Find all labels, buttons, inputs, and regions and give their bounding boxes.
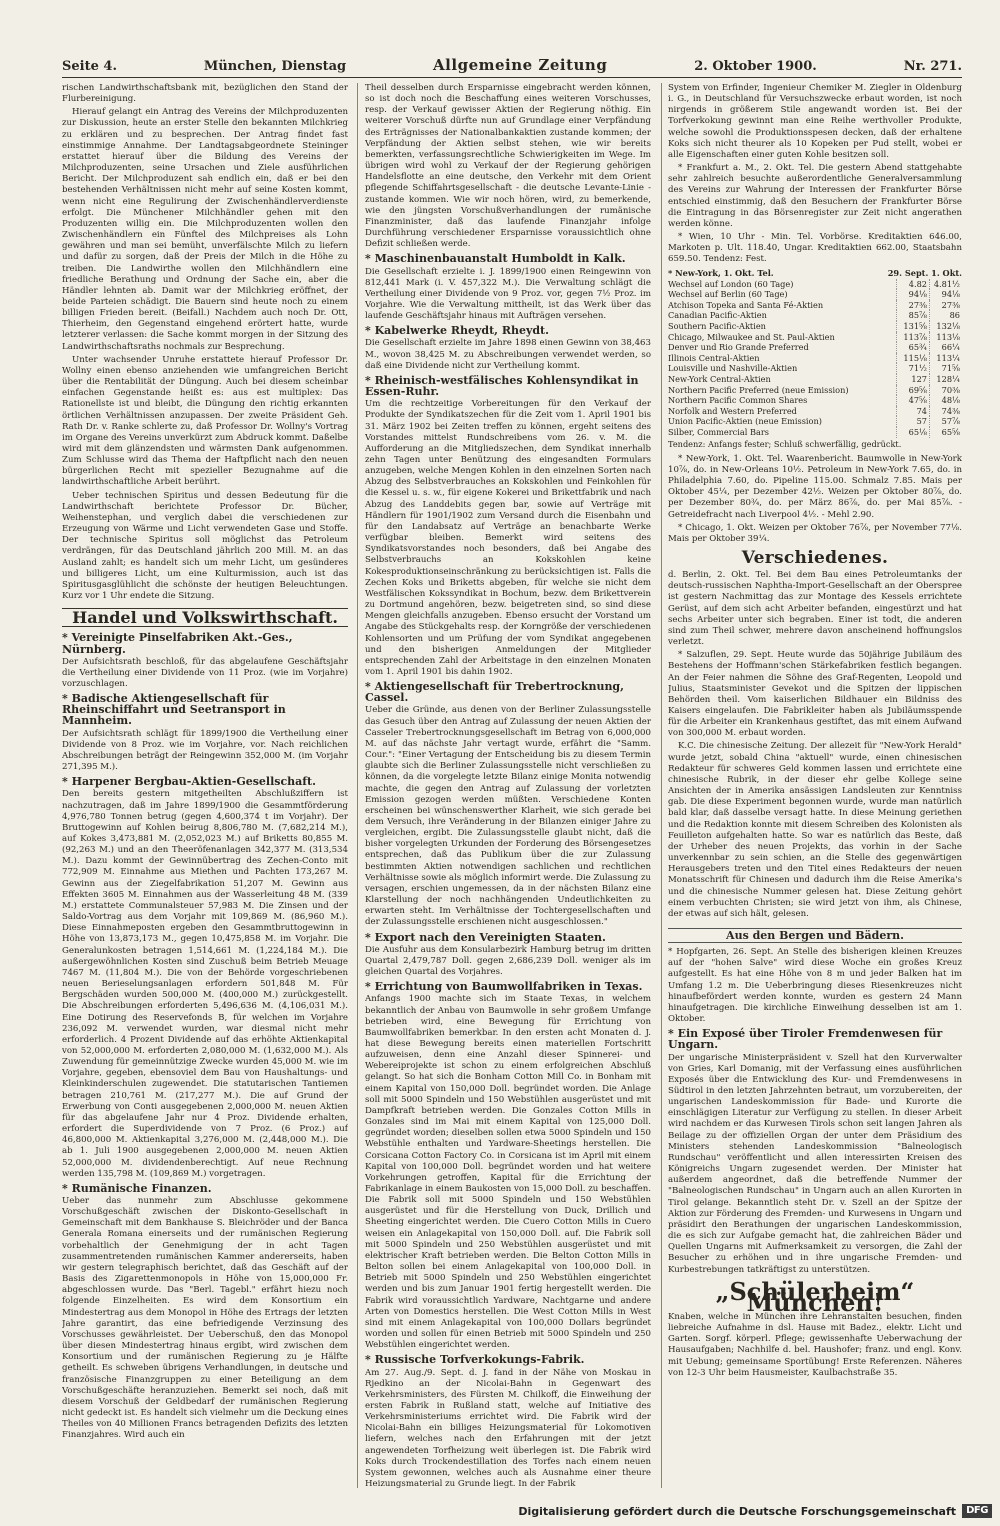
section-heading: Verschiedenes. [741, 547, 889, 568]
market-item-name: Atchison Topeka and Santa Fé-Aktien [668, 299, 824, 310]
market-row [668, 310, 962, 321]
market-value-sept29: 131⅝ [897, 321, 930, 332]
market-value-sept29: 127 [897, 374, 930, 385]
item-heading: * Errichtung von Baumwollfabriken in Texas. [365, 980, 643, 994]
column-1 [62, 83, 348, 1488]
telegram-chicago: * Chicago, 1. Okt. Weizen per Oktober 76⅞, per November 77⅛. Mais per Oktober 39¼. [668, 522, 962, 544]
market-value-oct1: 74⅜ [930, 406, 963, 417]
item-heading: * Rheinisch-westfälisches Kohlensyndikat in Essen-Ruhr. [365, 373, 639, 399]
page-number: Seite 4. [62, 59, 117, 74]
item-text: Ueber die Gründe, aus denen von der Berliner Zulassungsstelle das Gesuch über den Antrag auf Zulassung der neuen Aktien der Casseler Trebertrocknungsgesellschaft im Betrag von 6,000,000 M. auf das nächste Jahr vertagt wurde, erfährt die "Samm. Cour.": "Einer Vertagung der Entscheidung bis zu diesem Termin glaubte sich die Berliner Zulassungsstelle nicht verschließen zu können, da die vorgelegte letzte Bilanz einige Monita notwendig machte, die gegen den Antrag auf Zulassung der vorletzten Emission gezogen werden müßten. Verschiedene Konten erscheinen bei wünschenswerther Klarheit, wie sich gerade bei dem Versuch, ihre Veränderung in der Bilanzen einiger Jahre zu vergleichen, ergibt. Die Zulassungsstelle glaubt nicht, daß die bisher vorgelegten Urkunden der Forderung des Börsengesetzes entsprechen, daß das Publikum über die zur Zulassung bestimmten Aktien notwendigen sachlichen und rechtlichen Verhältnisse sowie als möglich informirt werde. Die Zulassung zu versagen, erschien ungemessen, da in der nächsten Bilanz eine Klarstellung der noch nachhängenden Undeutlichkeiten zu erwarten steht. Im Verhältnisse der Tochtergesellschaften und der Zulassungsstelle erschienen nicht ausgeschlossen." [365, 705, 651, 928]
article-continuation: rischen Landwirthschaftsbank mit, bezüglichen den Stand der Flurbereinigung. [62, 83, 348, 105]
market-value-sept29: 47⅝ [897, 395, 930, 406]
dfg-logo: DFG [962, 1504, 992, 1518]
subsection-heading: Aus den Bergen und Bädern. [668, 928, 962, 943]
market-item-name: Northern Pacific Preferred (neue Emission) [668, 384, 849, 395]
market-value-sept29: 65⅛ [897, 427, 930, 438]
market-title: * New-York, 1. Okt. Tel. [668, 267, 774, 278]
market-value-oct1: 132⅛ [930, 321, 963, 332]
market-item-name: Denver und Rio Grande Preferred [668, 342, 809, 353]
market-item-name: Chicago, Milwaukee and St. Paul-Aktien [668, 331, 835, 342]
market-value-sept29: 65¾ [897, 342, 930, 353]
market-item-name: Illinois Central-Aktien [668, 352, 760, 363]
market-value-sept29: 69⅝ [897, 385, 930, 396]
column-2 [365, 83, 651, 1488]
article-paragraph: Unter wachsender Unruhe erstattete hierauf Professor Dr. Wollny einen ebenso anziehenden wie umfangreichen Bericht über die Rentabilität der Düngung. Auch bei diesem scheinbar einfachen Gegenstande heißt es: aus est multiplex: Das Rationellste ist und bleibt, die Düngung den richtig erkannten örtlichen Verhältnissen anzupassen. Der zweite Präsident Geh. Rath Dr. v. Ranke schlerte zu, daß Professor Dr. Wollny's Vortrag im Organe des Vereins unverkürzt zum Abdruck kommt. Daßelbe wird mit dem glänzendsten und wärmsten Dank aufgenommen. Zum Schlusse wird das Thema der Haftpflicht nach den neuen bürgerlichen Recht mit spezieller Bezugnahme auf die landwirthschaftliche Arbeit berührt. [62, 354, 348, 488]
item-text: Anfangs 1900 machte sich im Staate Texas, in welchem bekanntlich der Anbau von Baumwolle in sehr großem Umfange betrieben wird, eine Bewegung für Errichtung von Baumwollfabriken bemerkbar. In den ersten acht Monaten d. J. hat diese Bewegung bereits einen materiellen Fortschritt aufzuweisen, denn eine Anzahl dieser Spinnerei- und Webereiprojekte ist schon zu einem erfolgreichen Abschluß gelangt. So hat sich die Bonham Cotton Mill Co. in Bonham mit einem Kapital von 150,000 Doll. begründet worden. Die Anlage soll mit 5000 Spindeln und 150 Webstühlen ausgerüstet und mit Dampfkraft betrieben werden. Die Gonzales Cotton Mills in Gonzales sind im Mai mit einem Kapital von 125,000 Doll. gegründet worden; dieselben sollen etwa 5000 Spindeln und 150 Webstühle enthalten und Yardware-Sheetings herstellen. Die Corsicana Cotton Factory Co. in Corsicana ist im April mit einem Kapital von 100,000 Doll. begründet worden und hat weitere Vorkehrungen getroffen, Kapital für die Errichtung der Fabrikanlage in einem Baukosten von 15,000 Doll. zu beschaffen. Die Fabrik soll mit 5000 Spindeln und 150 Webstühlen ausgerüstet und für die Herstellung von Duck, Drillich und Sheeting eingerichtet werden. Die Cuero Cotton Mills in Cuero weisen ein Anlagekapital von 150,000 Doll. auf. Die Fabrik soll mit 5000 Spindeln und 250 Webstühlen ausgerüstet und mit elektrischer Kraft betrieben werden. Die Belton Cotton Mills in Belton sollen bei einem Anlagekapital von 100,000 Doll. in Betrieb mit 5000 Spindeln und 250 Webstühlen eingerichtet werden und bis zum Januar 1901 fertig hergestellt werden. Die Fabrik wird voraussichtlich Yardware, Nachtgarne und andere Arten von Domestics herstellen. Die West Cotton Mills in West sind mit einem Anlagekapital von 100,000 Dollars begründet worden und sollen für einen Betrieb mit 5000 Spindeln und 250 Webstühlen eingerichtet werden. [365, 994, 651, 1351]
market-value-oct1: 70⅜ [930, 385, 963, 396]
market-row [668, 289, 962, 300]
market-value-oct1: 86 [930, 310, 963, 321]
market-value-sept29: 85⅞ [897, 310, 930, 321]
item-heading: * Rumänische Finanzen. [62, 1181, 212, 1195]
market-value-oct1: 57⅞ [930, 416, 963, 427]
article-paragraph: Ueber technischen Spiritus und dessen Bedeutung für die Landwirthschaft berichtete Professor Dr. Bücher, Weihenstephan, und verglich dabei die verschiedenen zur Erzeugung von Wärme und Licht verwendeten Gase und Stoffe. Der technische Spiritus soll möglichst das Petroleum verdrängen, für das Deutschland jährlich 200 Mill. M. an das Ausland zahlt; es handelt sich um mehr Licht, um gesünderes und billigeres Licht, um eine Kulturmission, auch ist das Spiritusgasglühlicht die schönste der heutigen Beleuchtungen. Kurz vor 1 Uhr endete die Sitzung. [62, 490, 348, 602]
market-row [668, 279, 962, 290]
issue-number: Nr. 271. [903, 59, 962, 74]
market-tendency: Tendenz: Anfangs fester; Schluß schwerfällig, gedrückt. [668, 438, 902, 449]
market-row [668, 416, 962, 427]
market-value-sept29: 4.82 [897, 279, 930, 290]
item-text: Der ungarische Ministerpräsident v. Szell hat den Kurverwalter von Gries, Karl Domanig, mit der Verfassung eines ausführlichen Exposés über die Entwicklung des Kur- und Fremdenwesens in Südtirol in den letzten Jahrzehnten betraut, um vorzubereiten, der ungarischen Landeskommission für Bade- und Kurorte die einschlägigen Literatur zur Verfügung zu stellen. In dieser Arbeit wird nachdem er das Kurwesen Tirols schon seit langen Jahren als Beilage zu der offiziellen Organ der unter dem Präsidium des Ministers stehenden Landeskommission "Balneologisch Rundschau" veröffentlicht und allen interessirten Kreisen des Königreichs Ungarn zugesendet werden. Der Minister hat außerdem angeordnet, daß die betreffende Nummer der "Balneologischen Rundschau" in Ungarn auch an allen Kurorten in Tirol gelange. Bekanntlich steht Dr. v. Szell an der Spitze der Aktion zur Förderung des Fremden- und Kurwesens in Ungarn und präsidirt den Berathungen der ungarischen Landeskommission, die es sich zur Aufgabe gemacht hat, die zahlreichen Bäder und Quellen Ungarns mit Aufmerksamkeit zu versorgen, die Zahl der Besucher zu erhöhen und in ihre ungarische Fremden- und Kurbestrebungen tatkräftigst zu unterstützen. [668, 1052, 962, 1275]
market-item-name: Wechsel auf London (60 Tage) [668, 278, 794, 289]
market-row [668, 406, 962, 417]
item-text: * Hopfgarten, 26. Sept. An Stelle des bisherigen kleinen Kreuzes auf der "hohen Salve" wird diese Woche ein großes Kreuz aufgestellt. Es hat eine Höhe von 8 m und jeder Balken hat im Umfang 1.2 m. Die Ueberbringung dieses Riesenkreuzes nicht hinaufbefördert werden konnte, wurden es gestern 24 Mann hinaufgetragen. Die kirchliche Einweihung desselben ist am 1. Oktober. [668, 947, 962, 1025]
market-row [668, 374, 962, 385]
item-heading: * Export nach den Vereinigten Staaten. [365, 930, 606, 944]
market-row [668, 300, 962, 311]
telegram-frankfurt: * Frankfurt a. M., 2. Okt. Tel. Die gestern Abend stattgehabte sehr zahlreich besuchte außerordentliche Generalversammlung des Vereins zur Wahrung der Interessen der Frankfurter Börse entschied einstimmig, daß den Besuchern der Frankfurter Börse die Eintragung in das Börsenregister zur Zeit nicht angerathen werden könne. [668, 163, 962, 229]
footer-credit: Digitalisierung gefördert durch die Deutsche Forschungsgemeinschaft [518, 1505, 956, 1518]
market-value-sept29: 57 [897, 416, 930, 427]
market-row [668, 363, 962, 374]
item-heading: * Vereinigte Pinselfabriken Akt.-Ges., Nürnberg. [62, 631, 293, 656]
column-divider [661, 83, 662, 1488]
article-paragraph: Hierauf gelangt ein Antrag des Vereins der Milchproduzenten zur Diskussion, heute an erster Stelle den bekannten Milchkrieg zu erklären und zu besprechen. Der Antrag findet fast einstimmige Annahme. Der Landtagsabgeordnete Steininger erstattet hierauf über die Bildung des Vereins der Milchproduzenten, seine Ursachen und Ziele ausführlichen Bericht. Der Milchproduzent sah endlich ein, daß er bei den bestehenden Verhältnissen nicht mehr auf seine Kosten kommt, wenn nicht eine Regulirung der Zwischenhändlerverdienste erfolgt. Die Münchener Milchhändler gehen mit den Produzenten willig ein. Die Milchproduzenten wollen den Zwischenhändlern ein Fünftel des Milchpreises als Lohn gewähren und man sei bemüht, unverfälschte Milch zu liefern und dafür zu sorgen, daß der Preis der Milch in die Höhe zu treiben. Die Landwirthe wollen den Milchhändlern eine friedliche Berathung und Ordnung der Sache ein, aber die Händler lehnten ab. Damit war der Milchkrieg eröffnet, der beide Parteien schädigt. Die Bauern sind heute noch zu einem billigen Frieden bereit. (Beifall.) Nachdem auch noch Dr. Ott, Thierheim, den Gegenstand eingehend erörtert hatte, wurde letzterer verlassen: die Sache kommt morgen in der Sitzung des Landwirthschaftsraths nochmals zur Besprechung. [62, 107, 348, 352]
item-text: Der Aufsichtsrath schlägt für 1899/1900 die Vertheilung einer Dividende von 8 Proz. wie im Vorjahre, vor. Nach reichlichen Abschreibungen beträgt der Reingewinn 352,000 M. (im Vorjahr 271,395 M.). [62, 728, 348, 773]
place-day: München, Dienstag [203, 59, 347, 74]
item-text: Der Aufsichtsrath beschloß, für das abgelaufene Geschäftsjahr die Vertheilung einer Dividende von 11 Proz. (wie im Vorjahre) vorzuschlagen. [62, 656, 348, 689]
item-text: Die Ausfuhr aus dem Konsularbezirk Hamburg betrug im dritten Quartal 2,479,787 Doll. gegen 2,686,239 Doll. weniger als im gleichen Quartal des Vorjahres. [365, 944, 651, 978]
market-table [668, 279, 962, 438]
item-text: Die Gesellschaft erzielte im Jahre 1898 einen Gewinn von 38,463 M., wovon 38,425 M. zu Abschreibungen verwendet werden, so daß eine Dividende nicht zur Vertheilung kommt. [365, 338, 651, 371]
market-value-sept29: 71½ [897, 363, 930, 374]
column-divider [357, 83, 358, 1488]
market-row [668, 342, 962, 353]
market-row [668, 321, 962, 332]
issue-date: 2. Oktober 1900. [694, 59, 817, 74]
market-value-oct1: 4.81½ [930, 279, 963, 290]
item-heading: * Kabelwerke Rheydt, Rheydt. [365, 324, 549, 338]
market-value-sept29: 27⅜ [897, 300, 930, 311]
article-continuation: System von Erfinder, Ingenieur Chemiker M. Ziegler in Oldenburg i. G., in Deutschland für Versuchszwecke erbaut worden, ist noch nirgends in größerem Stile angewandt worden ist. Bei der Torfverkokung gewinnt man eine Reihe werthvoller Produkte, welche sowohl die Produktionsspesen decken, daß der erhaltene Koks sich nicht theurer als 10 Kopeken per Pud stellt, wobei er alle Eigenschaften einer guten Kohle besitzen soll. [668, 83, 962, 160]
market-value-sept29: 115⅛ [897, 353, 930, 364]
column-3 [668, 83, 962, 1488]
market-item-name: Silber, Commercial Bars [668, 426, 769, 437]
header-rule [62, 77, 962, 78]
item-text: Um die rechtzeitige Vorbereitungen für den Verkauf der Produkte der Syndikatszechen für die Zeit vom 1. April 1901 bis 31. März 1902 bei Zeiten treffen zu können, ergeht seitens des Vorstandes mittelst Rundschreibens vom 26. v. M. die Aufforderung an die Mitgliedszechen, dem Syndikat innerhalb zehn Tagen unter Benützung des eingesandten Formulars anzugeben, welche Mengen Kohlen in den einzelnen Sorten nach Abzug des Selbstverbrauches an Kokskohlen und Feinkohlen für die Kessel u. s. w., für eigene Kokerei und Brikettfabrik und nach Abzug des Landdebits gegen bar, sowie auf Verträge mit Händlern für 1901/1902 zum Versand durch die Eisenbahn und für den Landabsatz auf Verträge an benachbarte Werke verfügbar bleiben. Bemerkt wird seitens des Syndikatsvorstandes noch besonders, daß bei Angabe des Selbstverbrauchs an Kokskohlen keine Kokesproduktionseinschränkung zu berücksichtigen ist. Falls die Zechen Koks und Briketts abgeben, für welche sie nicht dem Westfälischen Kokssyndikat in Bochum, bezw. dem Brikettverein zu Dortmund angehören, bezw. beigetreten sind, so sind diese Mengen gleichfalls anzugeben. Ebenso ersucht der Vorstand um Angabe des Stückgehalts resp. der Korngröße der verschiedenen Kohlensorten und um Prüfung der vom Syndikat angegebenen und den bisherigen Anmeldungen der Mitglieder entsprechenden Zahl der Arbeitstage in den einzelnen Monaten vom 1. April 1901 bis dahin 1902. [365, 399, 651, 677]
item-heading: * Maschinenbauanstalt Humboldt in Kalk. [365, 252, 626, 266]
item-text: * Salzuflen, 29. Sept. Heute wurde das 50jährige Jubiläum des Bestehens der Hoffmann'schen Stärkefabriken festlich begangen. An der Feier nahmen die Söhne des Graf-Regenten, Leopold und Julius, Staatsminister Gevekot und die Spitzen der lippischen Behörden theil. Vom kaiserlichen Bildhauer ein Bildniss des Kaisers eingelaufen. Die Fabrikleiter haben als Jubiläumsspende für die Arbeiter ein Krankenhaus gestiftet, das mit einem Aufwand von 300,000 M. erbaut worden. [668, 650, 962, 739]
item-text: Ueber das nunmehr zum Abschlusse gekommene Vorschußgeschäft zwischen der Diskonto-Gesellschaft in Gemeinschaft mit dem Bankhause S. Bleichröder und der Banca Generala Romana einerseits und der rumänischen Regierung vorbehaltlich der Genehmigung der in acht Tagen zusammentretenden rumänischen Kammer andererseits, haben wir gestern telegraphisch berichtet, daß das Geschäft auf der Basis des Zigarettenmonopols in Höhe von 15,000,000 Fr. abgeschlossen wurde. Das "Berl. Tagebl." erfährt hiezu noch folgende Einzelheiten. Es wird dem Konsortium ein Mindestertrag aus dem Monopol in Höhe des Ertrags der letzten Jahre garantirt, das eine befriedigende Verzinsung des Vorschusses gewährleistet. Der Ueberschuß, den das Monopol über diesen Mindestertrag hinaus ergibt, wird zwischen dem Konsortium und der rumänischen Regierung zu je Hälfte getheilt. Es schweben übrigens Verhandlungen, in deutsche und französische Finanzgruppen zu einer Beteiligung an dem Vorschußgeschäfte heranzuziehen. Bemerkt sei noch, daß mit diesem Vorschuß der Geldbedarf der rumänischen Regierung nicht gedeckt ist. Es handelt sich vielmehr um die Deckung eines Theiles von 40 Millionen Francs betragenden Defizits des letzten Finanzjahres. Wird auch ein [62, 1196, 348, 1441]
item-heading: * Badische Aktiengesellschaft für Rheinschiffahrt und Seetransport in Mannheim. [62, 692, 286, 728]
market-table-header [668, 268, 962, 279]
article-continuation: Theil desselben durch Ersparnisse eingebracht werden können, so ist doch noch die Beschaffung eines weiteren Vorschusses, resp. der Verkauf gewisser Aktien der Regierung nöthig. Ein weiterer Vorschuß dürfte nun auf Grundlage einer Verpfändung des Erträgnisses der Nationalbankaktien zustande kommen; der Verpfändung der Aktien selbst stehen, wie wir bereits bemerkten, verfassungsrechtliche Schwierigkeiten im Wege. Im übrigen wird wohl zu Verkauf der der Regierung gehörigen Handelsflotte an eine deutsche, den Verkehr mit dem Orient pflegende Schiffahrtsgesellschaft - die deutsche Levante-Linie - zustande kommen. Wie wir noch hören, wird, zu bemerkende, wie den jüngsten Vorschußverhandlungen der rumänische Finanzminister, daß das laufende Finanzjahr infolge Durchführung verschiedener Ersparnisse voraussichtlich ohne Defizit schließen werde. [365, 83, 651, 250]
market-item-name: Union Pacific-Aktien (neue Emission) [668, 416, 822, 427]
telegram-wien: * Wien, 10 Uhr - Min. Tel. Vorbörse. Kreditaktien 646.00, Markoten p. Ult. 118.40, Ungar. Kreditaktien 662.00, Staatsbahn 659.50. Tendenz: Fest. [668, 232, 962, 265]
market-value-oct1: 71⅝ [930, 363, 963, 374]
market-value-oct1: 128¼ [930, 374, 963, 385]
item-text: K.C. Die chinesische Zeitung. Der allezeit für "New-York Herald" wurde jetzt, sobald China "aktuell" wurde, einen chinesischen Redakteur für schweres Geld kommen lassen und errichtete eine chinesische Rubrik, in der dieser ehr gelbe Kollege seine Ansichten der in Amerika ansässigen Landsleuten zur Kenntniss gab. Die diese Experiment begonnen wurde, wurde man natürlich bald klar, daß dasselbe versagt hatte. In diese Meinung geriethen und die Redaktion konnte mit diesem Schreiben des Kolonisten als Feuilleton aufgehalten hatte. So war es natürlich das Beste, daß der Urheber des neuen Projekts, das vorhin in der Sache unverkennbar zu sein schien, an die Stelle des gegenwärtigen Herausgebers treten und den Titel eines Redakteurs der neuen Monatsschrift für Chinesen und dadurch ihm die Reise Amerika's und die chinesische Nummer gelesen hat. Diese Zeitung gehört einem verbuchten Christen; sie wird jetzt von ihm, als Chinese, der etwas auf sich hält, gelesen. [668, 741, 962, 919]
market-item-name: Louisville und Nashville-Aktien [668, 363, 798, 374]
market-row [668, 353, 962, 364]
market-value-oct1: 66¼ [930, 342, 963, 353]
item-text: Den bereits gestern mitgetheilten Abschlußziffern ist nachzutragen, daß im Jahre 1899/1900 die Gesammtförderung 4,976,780 Tonnen betrug (gegen 4,600,374 t im Vorjahr). Der Bruttogewinn auf Kohlen beirug 8,806,780 M. (7,682,214 M.), auf Kokes 3,473,881 M. (2,052,023 M.) auf Briketts 80,855 M. (92,263 M.) und an den Theeröfenanlagen 342,377 M. (313,534 M.). Dazu kommt der Gewinnübertrag des Zechen-Conto mit 772,909 M. Einnahme aus Miethen und Pachten 173,267 M. Gewinn aus der Ziegelfabrikation 51,207 M. Gewinn aus Effekten 3605 M. Einnahmen aus der Wasserleitung 48 M. (339 M.) erstattete Communalsteuer 57,983 M. Die Zinsen und der Saldo-Vortrag aus dem Vorjahr mit 109,869 M. (86,960 M.). Diese Einnahmeposten ergeben den Gesammtbruttogewinn in Höhe von 13,873,173 M., gegen 10,475,858 M. im Vorjahr. Die Generalunkosten betragen 1,514,661 M. (1,224,184 M.). Die außergewöhnlichen Kosten sind Zuschuß beim Betrieb Meuage 7467 M. (11,804 M.). Die von der Behörde vorgeschriebenen neuen Berieselungsanlagen erfordern 501,848 M. Für Bergschäden wurden 500,000 M. (400,000 M.) zurückgestellt. Die Abschreibungen erforderten 5,496,636 M. (4,106,031 M.). Eine Dotirung des Reservefonds B, für welchen im Vorjahre 236,092 M. verwendet wurden, war diesmal nicht mehr erforderlich. 4 Prozent Dividende auf das erhöhte Aktienkapital von 52,000,000 M. erforderten 2,080,000 M. (1,632,000 M.). Als Zuwendung für gemeinnützige Zwecke wurden 45,000 M. wie im Vorjahre, gegeben, ebensoviel dem Bau von Haushaltungs- und Kleinkinderschulen zugewendet. Die statutarischen Tantiemen betragen 210,761 M. (217,277 M.). Die auf Grund der Erwerbung von Conti ausgegebenen 2,000,000 M. neuen Aktien für das abgelaufene Jahr nur 4 Proz. Dividende erhalten, erfordert die Superdividende von 7 Proz. (6 Proz.) auf 46,800,000 M. Aktienkapital 3,276,000 M. (2,448,000 M.). Die ab 1. Juli 1900 ausgegebenen 2,000,000 M. neuen Aktien 52,000,000 M. dividendenberechtigt. Auf neue Rechnung werden 135,798 M. (109,869 M.) vorgetragen. [62, 789, 348, 1179]
market-item-name: Wechsel auf Berlin (60 Tage) [668, 289, 788, 300]
market-row [668, 332, 962, 343]
market-value-sept29: 113⅞ [897, 332, 930, 343]
item-text: Am 27. Aug./9. Sept. d. J. fand in der Nähe von Moskau in Rjedkino an der Nicolai-Bahn in Gegenwart des Verkehrsministers, des Fürsten M. Chilkoff, die Einweihung der ersten Fabrik in Rußland statt, welche auf Initiative des Verkehrsministeriums errichtet wird. Die Fabrik wird der Nicolai-Bahn ein billiges Heizungsmaterial für Lokomotiven liefern, welches nach den Erfahrungen mit der jetzt angewendeten Torfheizung weit überlegen ist. Die Fabrik wird Koks durch Trockendestillation des Torfes nach einem neuen System gewonnen, welches auch als Ausnahme einer theure Heizungsmaterial zu Grunde liegt. In der Fabrik [365, 1367, 651, 1488]
item-heading: * Russische Torfverkokungs-Fabrik. [365, 1353, 585, 1367]
market-value-sept29: 94⅛ [897, 289, 930, 300]
market-value-oct1: 94⅛ [930, 289, 963, 300]
market-item-name: New-York Central-Aktien [668, 374, 771, 384]
item-text: d. Berlin, 2. Okt. Tel. Bei dem Bau eines Petroleumtanks der deutsch-russischen Naphtha-Import-Gesellschaft an der Oberspree ist gestern Nachmittag das zur Montage des Kessels errichtete Gerüst, auf dem sich acht Arbeiter befanden, eingestürzt und hat sechs Arbeiter unter sich begraben. Einer ist todt, die anderen sind zum Theil schwer, mehrere davon anscheinend hoffnungslos verletzt. [668, 570, 962, 648]
newspaper-title: Allgemeine Zeitung [433, 56, 608, 74]
market-value-oct1: 113⅛ [930, 332, 963, 343]
advertisement-text: Knaben, welche in München ihre Lehranstalten besuchen, finden liebreiche Aufnahme in dsl. Hause mit Badez., elektr. Licht und Garten. Sorgf. körperl. Pflege; gewissenhafte Ueberwachung der Hausaufgaben; Nachhilfe d. bel. Haushofer; franz. und engl. Konv. mit Uebung; gemeinsame Sportübung! Erste Referenzen. Näheres von 12-3 Uhr beim Hausmeister, Kaulbachstraße 35. [668, 1311, 962, 1378]
market-value-sept29: 74 [897, 406, 930, 417]
market-value-oct1: 27⅜ [930, 300, 963, 311]
market-value-oct1: 65⅝ [930, 427, 963, 438]
market-row [668, 385, 962, 396]
section-heading: Handel und Volkswirthschaft. [62, 608, 348, 627]
page-header [62, 56, 962, 76]
market-dates: 29. Sept. 1. Okt. [887, 267, 962, 278]
market-row [668, 427, 962, 438]
market-item-name: Northern Pacific Common Shares [668, 395, 808, 406]
footer-bar [0, 1498, 1000, 1526]
market-item-name: Norfolk and Western Preferred [668, 405, 797, 416]
item-heading: * Aktiengesellschaft für Trebertrocknung, Cassel. [365, 680, 624, 705]
item-text: Die Gesellschaft erzielte i. J. 1899/1900 einen Reingewinn von 812,441 Mark (i. V. 457,322 M.). Die Verwaltung schlägt die Vertheilung einer Dividende von 9 Proz. vor, gegen 7½ Proz. im Vorjahre. Wie die Verwaltung mittheilt, ist das Werk über das laufende Geschäftsjahr hinaus mit Aufträgen versehen. [365, 266, 651, 322]
item-heading: * Harpener Bergbau-Aktien-Gesellschaft. [62, 775, 316, 789]
item-heading: * Ein Exposé über Tiroler Fremdenwesen für Ungarn. [668, 1027, 943, 1052]
telegram-newyork: * New-York, 1. Okt. Tel. Waarenbericht. Baumwolle in New-York 10⅞, do. in New-Orleans 10½. Petroleum in New-York 7.65, do. in Philadelphia 7.60, do. Pipeline 115.00. Schmalz 7.85. Mais per Oktober 45¼, per Dezember 42½. Weizen per Oktober 80⅞, do. per Dezember 80¾, do. per März 86⅞, do. per Mai 85⅞. - Getreidefracht nach Liverpool 4½. - Mehl 2.90. [668, 453, 962, 520]
market-value-oct1: 48⅛ [930, 395, 963, 406]
advertisement-title: „Schülerheim“ München! [715, 1276, 915, 1317]
market-item-name: Southern Pacific-Aktien [668, 321, 766, 332]
market-value-oct1: 113¼ [930, 353, 963, 364]
market-item-name: Canadian Pacific-Aktien [668, 310, 767, 321]
market-row [668, 395, 962, 406]
